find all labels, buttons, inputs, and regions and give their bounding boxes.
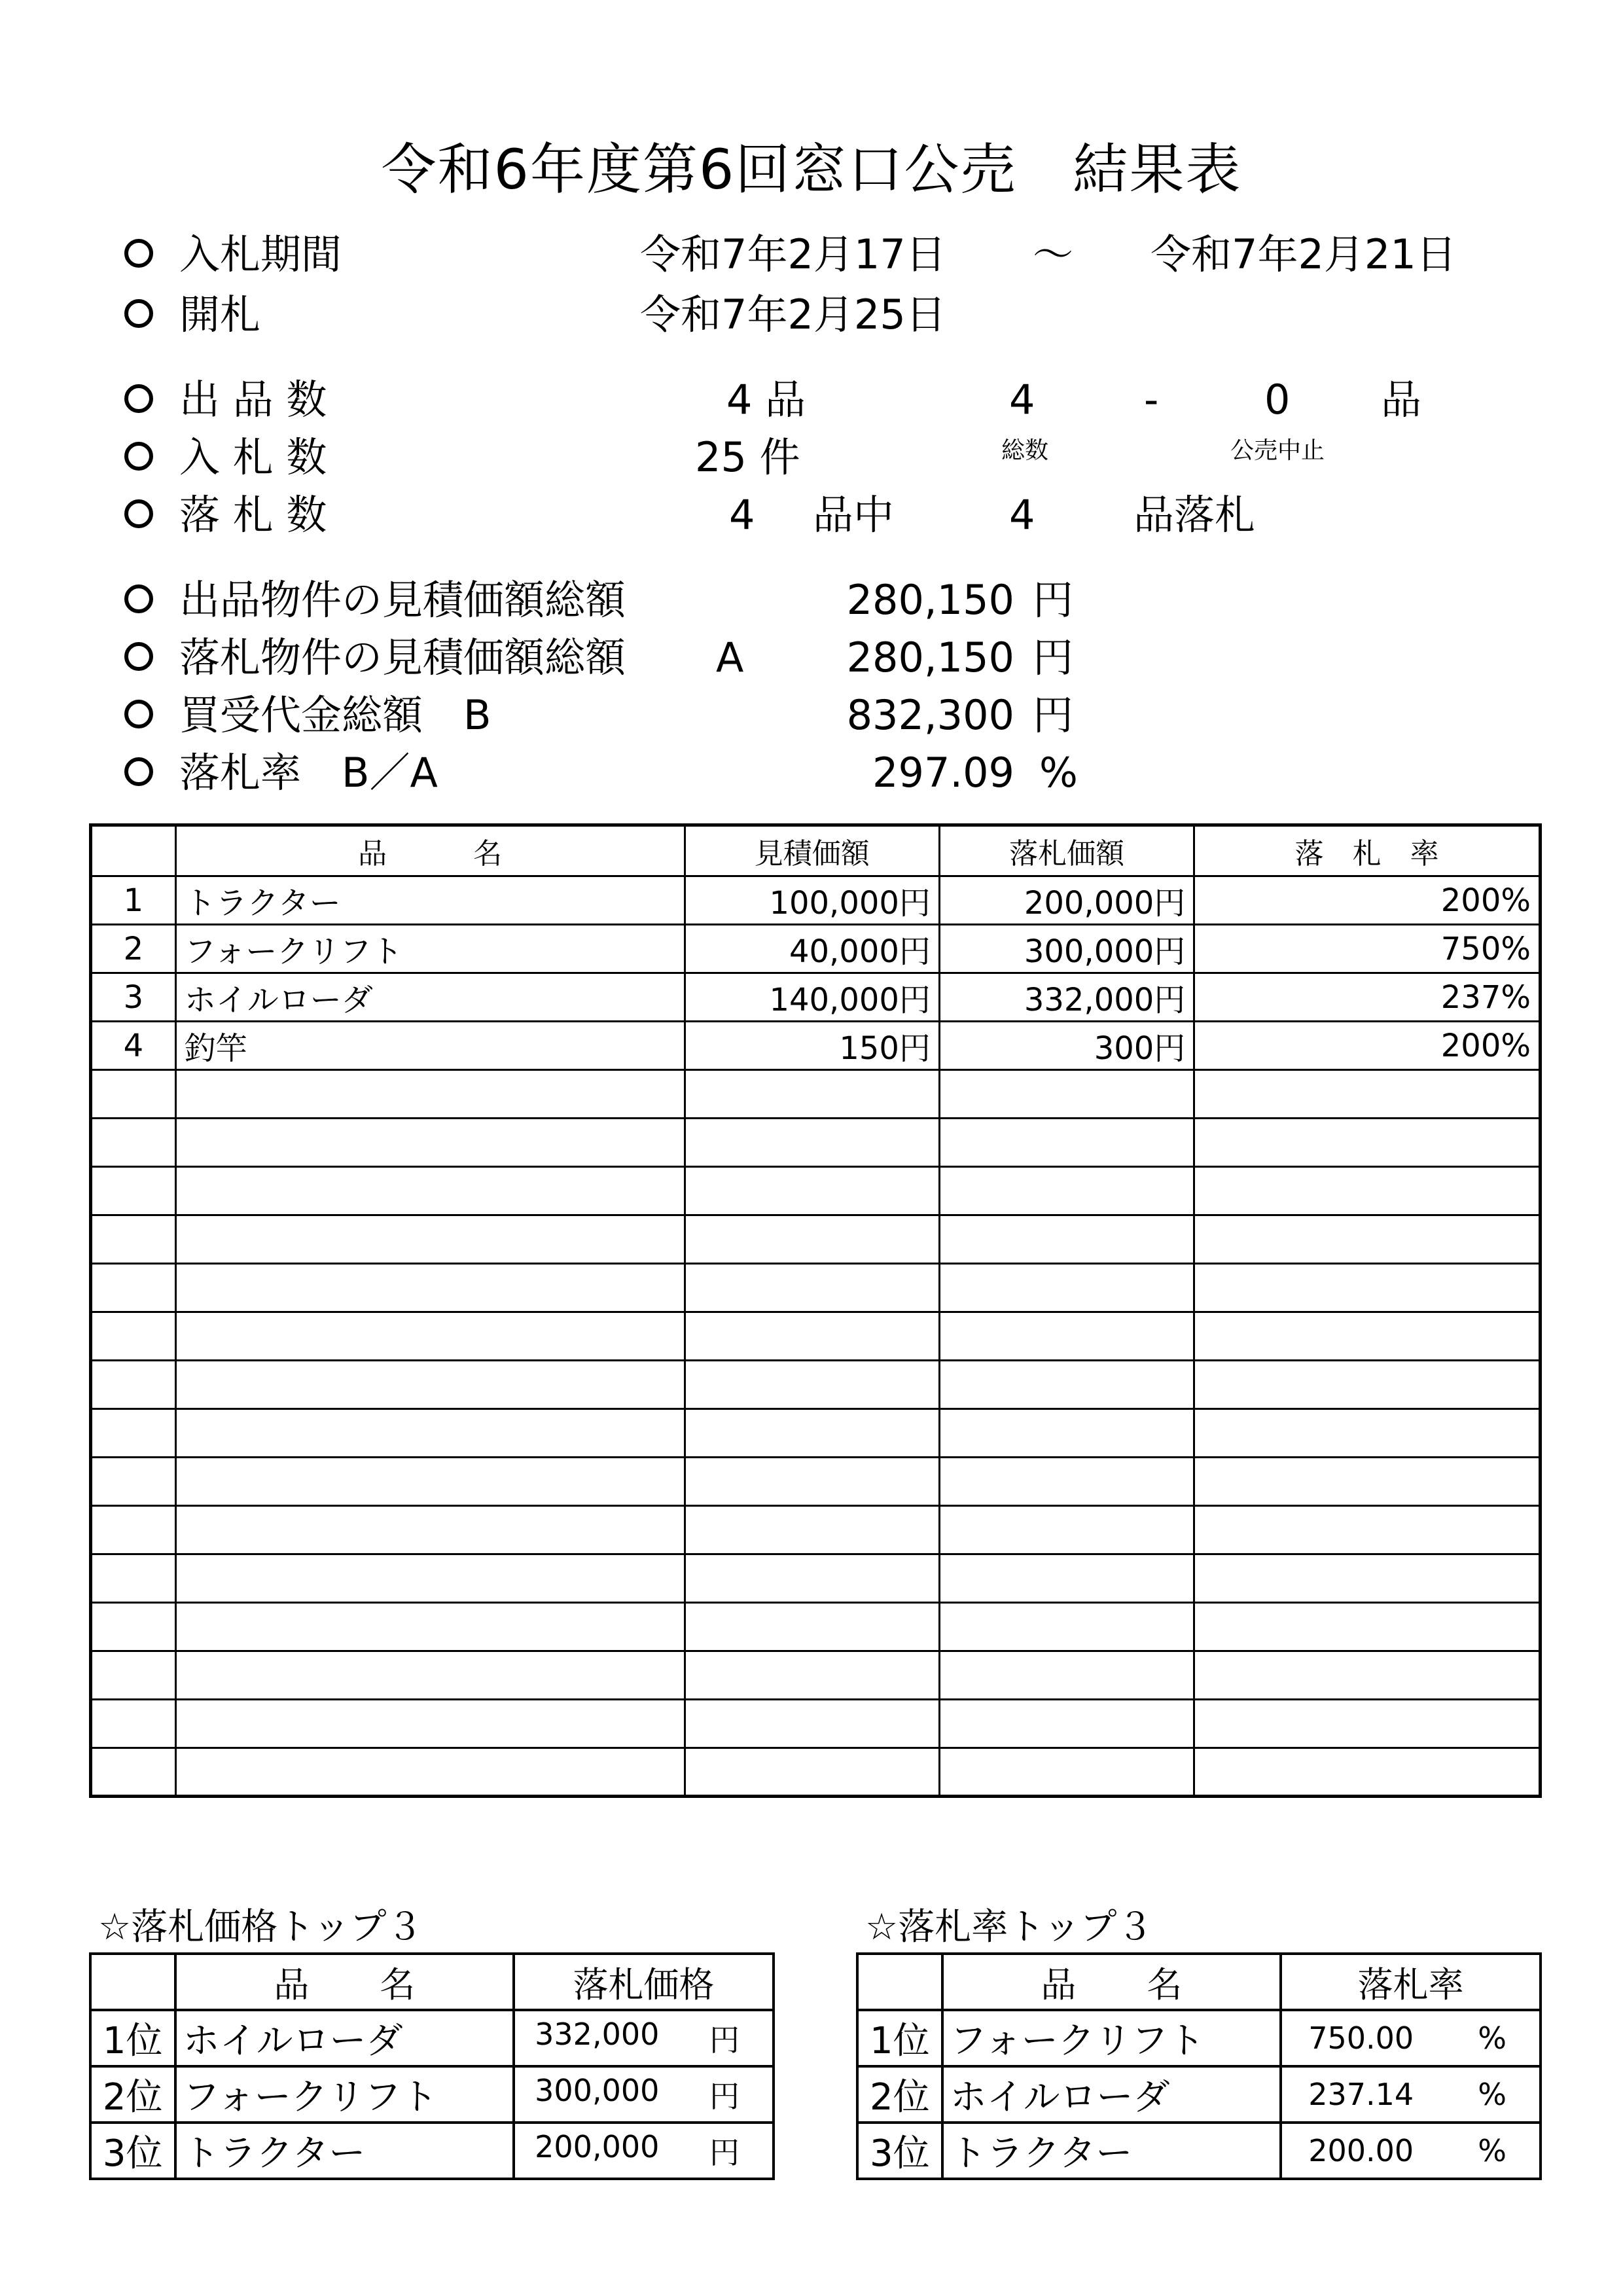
empty-cell: [91, 1119, 176, 1167]
summary-row: [124, 691, 491, 739]
empty-cell: [685, 1361, 939, 1409]
item-name: フォークリフト: [175, 925, 685, 973]
estimated-price: 40,000円: [685, 925, 939, 973]
empty-cell: [939, 1167, 1194, 1215]
empty-cell: [91, 1215, 176, 1264]
summary-value: 297.09: [872, 749, 1014, 797]
table-row: [90, 2066, 774, 2123]
empty-cell: [175, 1119, 685, 1167]
empty-cell: [1194, 1409, 1541, 1458]
table-row: [91, 1022, 1541, 1070]
table-row: [91, 973, 1541, 1022]
circle-bullet-icon: [124, 239, 153, 268]
price-unit: 円: [709, 2079, 740, 2114]
empty-cell: [91, 1651, 176, 1700]
empty-cell: [685, 1070, 939, 1119]
row-number: 1: [91, 876, 176, 925]
empty-cell: [91, 1167, 176, 1215]
empty-cell: [175, 1070, 685, 1119]
won-count-suffix: 品落札: [1133, 491, 1256, 539]
items-count-unit: 品: [1381, 376, 1422, 423]
item-name: ホイルローダ: [175, 2010, 514, 2066]
empty-cell: [1194, 1264, 1541, 1312]
top-price-table: [89, 1952, 775, 2180]
summary-unit: 円: [1033, 576, 1074, 624]
estimated-price: 100,000円: [685, 876, 939, 925]
empty-cell: [175, 1361, 685, 1409]
empty-table-row: [91, 1409, 1541, 1458]
header-cell: 落 札 率: [1194, 825, 1541, 876]
circle-bullet-icon: [124, 757, 153, 786]
empty-cell: [939, 1312, 1194, 1361]
items-count-label: 出 品 数: [179, 376, 327, 423]
circle-bullet-icon: [124, 499, 153, 528]
header-cell: 落札価格: [514, 1954, 774, 2010]
empty-cell: [1194, 1458, 1541, 1506]
item-name: ホイルローダ: [942, 2066, 1281, 2123]
summary-unit: 円: [1033, 691, 1074, 739]
circle-bullet-icon: [124, 700, 153, 728]
estimated-price: 140,000円: [685, 973, 939, 1022]
empty-cell: [685, 1119, 939, 1167]
empty-cell: [1194, 1603, 1541, 1651]
empty-cell: [175, 1651, 685, 1700]
empty-cell: [1194, 1506, 1541, 1554]
winning-rate: 750%: [1194, 925, 1541, 973]
won-count-value: 4: [729, 491, 755, 539]
won-count-won: 4: [1009, 491, 1035, 539]
empty-cell: [175, 1748, 685, 1797]
header-cell: [91, 825, 176, 876]
winning-price: 300,000円: [939, 925, 1194, 973]
empty-table-row: [91, 1458, 1541, 1506]
table-row: [91, 925, 1541, 973]
won-count-label-row: [124, 491, 327, 539]
empty-cell: [939, 1651, 1194, 1700]
header-cell: 品 名: [942, 1954, 1281, 2010]
estimated-price: 150円: [685, 1022, 939, 1070]
empty-cell: [175, 1603, 685, 1651]
item-name: ホイルローダ: [175, 973, 685, 1022]
empty-cell: [91, 1748, 176, 1797]
empty-cell: [1194, 1651, 1541, 1700]
circle-bullet-icon: [124, 642, 153, 671]
empty-cell: [685, 1264, 939, 1312]
header-cell: 落札価額: [939, 825, 1194, 876]
summary-value: 280,150: [846, 634, 1014, 681]
price-value: 300,000: [535, 2073, 660, 2108]
header-cell: [857, 1954, 942, 2010]
summary-label: 買受代金総額 B: [179, 691, 491, 739]
rank: 1位: [90, 2010, 175, 2066]
rate-unit: %: [1478, 2020, 1507, 2056]
summary-value: 832,300: [846, 691, 1014, 739]
price-cell: [514, 2010, 774, 2066]
top-rate-heading: ☆落札率トップ３: [865, 1906, 1154, 1948]
empty-cell: [91, 1458, 176, 1506]
empty-table-row: [91, 1748, 1541, 1797]
empty-cell: [939, 1119, 1194, 1167]
rate-cell: [1281, 2066, 1541, 2123]
summary-row: [124, 749, 438, 797]
empty-cell: [939, 1700, 1194, 1748]
empty-cell: [175, 1700, 685, 1748]
won-count-label: 落 札 数: [179, 491, 327, 539]
price-cell: [514, 2123, 774, 2179]
items-count-value: 4 品: [726, 376, 806, 423]
total-caption: 総数: [1001, 437, 1049, 464]
table-row: [91, 876, 1541, 925]
winning-price: 332,000円: [939, 973, 1194, 1022]
empty-cell: [1194, 1700, 1541, 1748]
opening-label-row: [124, 291, 261, 338]
stopped-caption: 公売中止: [1230, 437, 1325, 464]
empty-cell: [685, 1748, 939, 1797]
empty-cell: [939, 1458, 1194, 1506]
empty-cell: [939, 1603, 1194, 1651]
empty-table-row: [91, 1215, 1541, 1264]
bids-count-value: 25 件: [695, 433, 800, 481]
top-rate-table: [856, 1952, 1542, 2180]
empty-cell: [175, 1506, 685, 1554]
row-number: 2: [91, 925, 176, 973]
table-header-row: [90, 1954, 774, 2010]
items-count-stopped: 0: [1264, 376, 1291, 423]
price-unit: 円: [709, 2022, 740, 2058]
results-table: [89, 823, 1542, 1798]
rate-unit: %: [1478, 2133, 1507, 2168]
rate-value: 237.14: [1308, 2077, 1414, 2112]
period-end: 令和7年2月21日: [1150, 230, 1457, 278]
empty-table-row: [91, 1312, 1541, 1361]
bids-count-label-row: [124, 433, 327, 481]
header-cell: 落札率: [1281, 1954, 1541, 2010]
summary-label: 出品物件の見積価額総額: [179, 576, 626, 624]
empty-cell: [91, 1264, 176, 1312]
empty-cell: [1194, 1119, 1541, 1167]
empty-cell: [91, 1312, 176, 1361]
winning-price: 300円: [939, 1022, 1194, 1070]
summary-unit: %: [1039, 749, 1078, 797]
empty-cell: [1194, 1554, 1541, 1603]
rank: 3位: [857, 2123, 942, 2179]
row-number: 3: [91, 973, 176, 1022]
row-number: 4: [91, 1022, 176, 1070]
empty-cell: [685, 1167, 939, 1215]
empty-table-row: [91, 1603, 1541, 1651]
items-count-dash: -: [1144, 376, 1159, 423]
price-unit: 円: [709, 2135, 740, 2170]
empty-table-row: [91, 1554, 1541, 1603]
summary-label: 落札率 B／A: [179, 749, 438, 797]
table-header-row: [91, 825, 1541, 876]
item-name: トラクター: [175, 876, 685, 925]
empty-table-row: [91, 1119, 1541, 1167]
header-cell: 品 名: [175, 1954, 514, 2010]
empty-cell: [685, 1312, 939, 1361]
price-value: 332,000: [535, 2017, 660, 2052]
empty-cell: [91, 1603, 176, 1651]
summary-row: [124, 634, 626, 681]
price-value: 200,000: [535, 2129, 660, 2164]
empty-table-row: [91, 1361, 1541, 1409]
header-cell: 見積価額: [685, 825, 939, 876]
table-row: [857, 2066, 1541, 2123]
empty-cell: [1194, 1215, 1541, 1264]
winning-rate: 237%: [1194, 973, 1541, 1022]
empty-cell: [91, 1700, 176, 1748]
period-tilde: ～: [1033, 230, 1074, 278]
rank: 2位: [90, 2066, 175, 2123]
empty-table-row: [91, 1070, 1541, 1119]
winning-rate: 200%: [1194, 876, 1541, 925]
summary-value: 280,150: [846, 576, 1014, 624]
empty-cell: [685, 1409, 939, 1458]
empty-cell: [939, 1215, 1194, 1264]
summary-label: 落札物件の見積価額総額: [179, 634, 626, 681]
empty-cell: [939, 1748, 1194, 1797]
rank: 2位: [857, 2066, 942, 2123]
empty-cell: [939, 1409, 1194, 1458]
empty-cell: [91, 1506, 176, 1554]
items-count-total: 4: [1009, 376, 1035, 423]
empty-cell: [685, 1215, 939, 1264]
items-count-label-row: [124, 376, 327, 423]
empty-cell: [175, 1554, 685, 1603]
empty-cell: [175, 1264, 685, 1312]
opening-date: 令和7年2月25日: [640, 291, 946, 338]
bids-count-label: 入 札 数: [179, 433, 327, 481]
empty-cell: [685, 1554, 939, 1603]
rank: 1位: [857, 2010, 942, 2066]
header-cell: [90, 1954, 175, 2010]
item-name: フォークリフト: [942, 2010, 1281, 2066]
empty-cell: [175, 1409, 685, 1458]
circle-bullet-icon: [124, 442, 153, 471]
period-start: 令和7年2月17日: [640, 230, 946, 278]
empty-cell: [91, 1361, 176, 1409]
empty-cell: [1194, 1361, 1541, 1409]
table-row: [90, 2123, 774, 2179]
empty-table-row: [91, 1264, 1541, 1312]
price-cell: [514, 2066, 774, 2123]
item-name: トラクター: [942, 2123, 1281, 2179]
rate-cell: [1281, 2010, 1541, 2066]
summary-row: [124, 576, 626, 624]
circle-bullet-icon: [124, 584, 153, 613]
empty-cell: [939, 1070, 1194, 1119]
table-row: [857, 2010, 1541, 2066]
empty-cell: [175, 1458, 685, 1506]
empty-cell: [685, 1506, 939, 1554]
table-row: [90, 2010, 774, 2066]
table-header-row: [857, 1954, 1541, 2010]
empty-cell: [175, 1167, 685, 1215]
rate-value: 750.00: [1308, 2020, 1414, 2056]
rate-unit: %: [1478, 2077, 1507, 2112]
empty-cell: [175, 1215, 685, 1264]
empty-cell: [939, 1361, 1194, 1409]
empty-cell: [1194, 1748, 1541, 1797]
empty-cell: [1194, 1070, 1541, 1119]
circle-bullet-icon: [124, 384, 153, 413]
empty-cell: [91, 1070, 176, 1119]
rate-value: 200.00: [1308, 2133, 1414, 2168]
summary-unit: 円: [1033, 634, 1074, 681]
table-row: [857, 2123, 1541, 2179]
empty-table-row: [91, 1651, 1541, 1700]
empty-cell: [685, 1651, 939, 1700]
item-name: 釣竿: [175, 1022, 685, 1070]
page-title: 令和6年度第6回窓口公売 結果表: [381, 137, 1242, 202]
top-price-heading: ☆落札価格トップ３: [98, 1906, 423, 1948]
summary-mark: A: [716, 634, 744, 681]
empty-cell: [1194, 1167, 1541, 1215]
circle-bullet-icon: [124, 299, 153, 328]
empty-table-row: [91, 1506, 1541, 1554]
winning-price: 200,000円: [939, 876, 1194, 925]
empty-cell: [175, 1312, 685, 1361]
item-name: トラクター: [175, 2123, 514, 2179]
header-cell: 品 名: [175, 825, 685, 876]
empty-cell: [685, 1700, 939, 1748]
empty-table-row: [91, 1167, 1541, 1215]
rate-cell: [1281, 2123, 1541, 2179]
empty-cell: [685, 1458, 939, 1506]
empty-cell: [91, 1409, 176, 1458]
empty-cell: [939, 1264, 1194, 1312]
period-label: 入札期間: [179, 230, 342, 278]
winning-rate: 200%: [1194, 1022, 1541, 1070]
period-label-row: [124, 230, 342, 278]
empty-cell: [939, 1506, 1194, 1554]
empty-table-row: [91, 1700, 1541, 1748]
won-count-mid: 品中: [813, 491, 895, 539]
opening-label: 開札: [179, 291, 261, 338]
empty-cell: [939, 1554, 1194, 1603]
empty-cell: [685, 1603, 939, 1651]
item-name: フォークリフト: [175, 2066, 514, 2123]
rank: 3位: [90, 2123, 175, 2179]
empty-cell: [1194, 1312, 1541, 1361]
empty-cell: [91, 1554, 176, 1603]
